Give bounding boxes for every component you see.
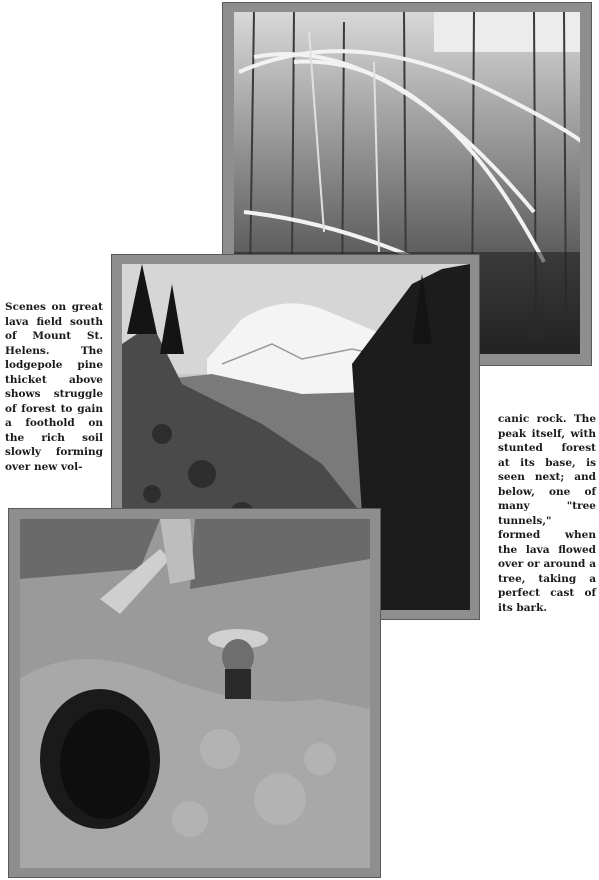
caption-left: Scenes on great lava field south of Mount St. Helens. The lodgepole pine thicket above shows struggle of forest to gain a foothold on the rich soil slowly forming over new vol- [5, 301, 103, 473]
caption-right: canic rock. The peak itself, with stunted forest at its base, is seen next; and below, one of many "tree tunnels," formed when the lava flowed over or around a tree, taking a perfect cast of its bark. [498, 413, 596, 614]
photo-tree-tunnel [20, 519, 370, 868]
